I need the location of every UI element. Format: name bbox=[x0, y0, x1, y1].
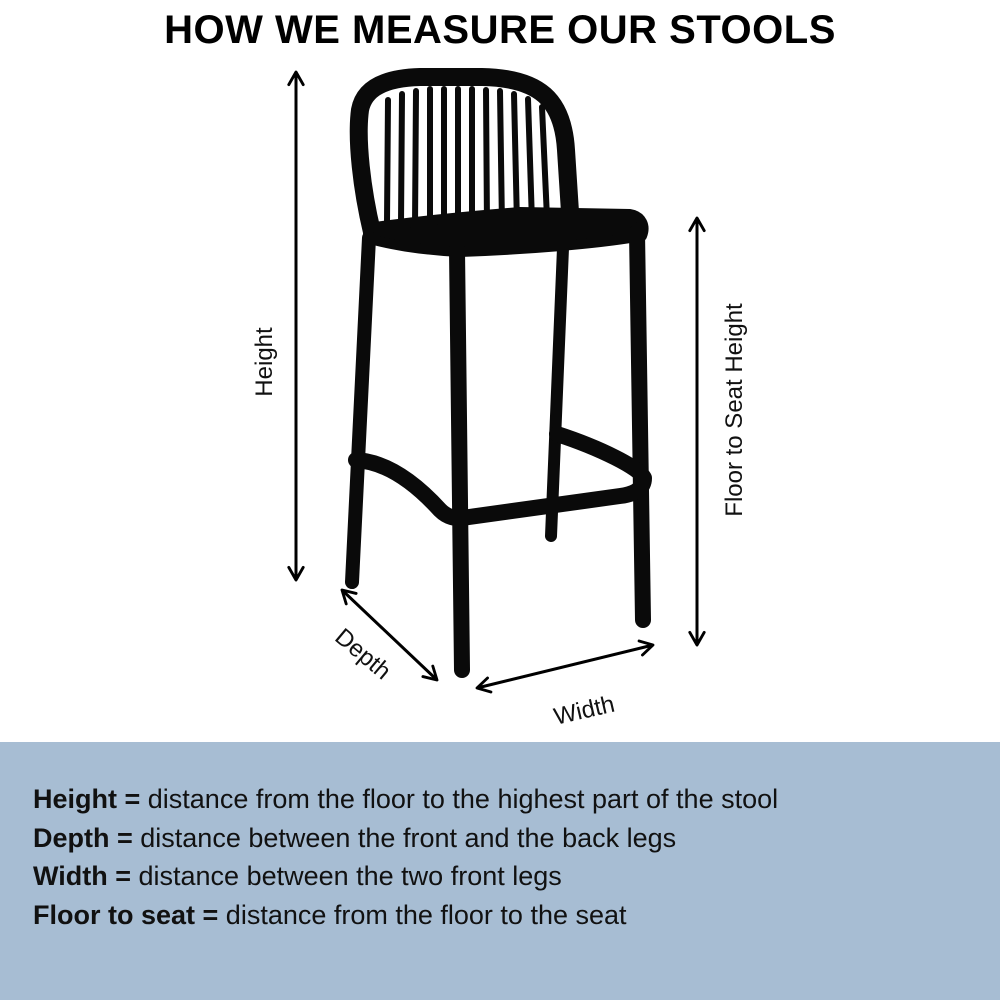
floor-to-seat-label: Floor to Seat Height bbox=[721, 303, 748, 517]
legend-term: Depth = bbox=[33, 822, 133, 853]
legend-term: Floor to seat = bbox=[33, 899, 219, 930]
legend-desc: distance between the front and the back legs bbox=[132, 822, 677, 853]
legend-desc: distance between the two front legs bbox=[131, 861, 562, 891]
legend-term: Width = bbox=[33, 861, 131, 891]
legend-desc: distance from the floor to the highest part of the stool bbox=[140, 784, 779, 814]
legend-row-floor-to-seat bbox=[33, 896, 1000, 935]
legend-row-depth bbox=[33, 819, 1000, 858]
legend-row-height bbox=[33, 780, 1000, 819]
legend-row-width bbox=[33, 857, 1000, 896]
depth-label: Depth bbox=[329, 623, 397, 686]
legend-term: Height = bbox=[33, 784, 141, 814]
width-label: Width bbox=[551, 690, 618, 731]
stool-illustration bbox=[352, 77, 644, 670]
height-label: Height bbox=[251, 327, 278, 397]
legend-desc: distance from the floor to the seat bbox=[218, 899, 627, 930]
legend-panel bbox=[0, 742, 1000, 1000]
width-arrow bbox=[477, 645, 653, 688]
page-title: HOW WE MEASURE OUR STOOLS bbox=[164, 8, 836, 52]
